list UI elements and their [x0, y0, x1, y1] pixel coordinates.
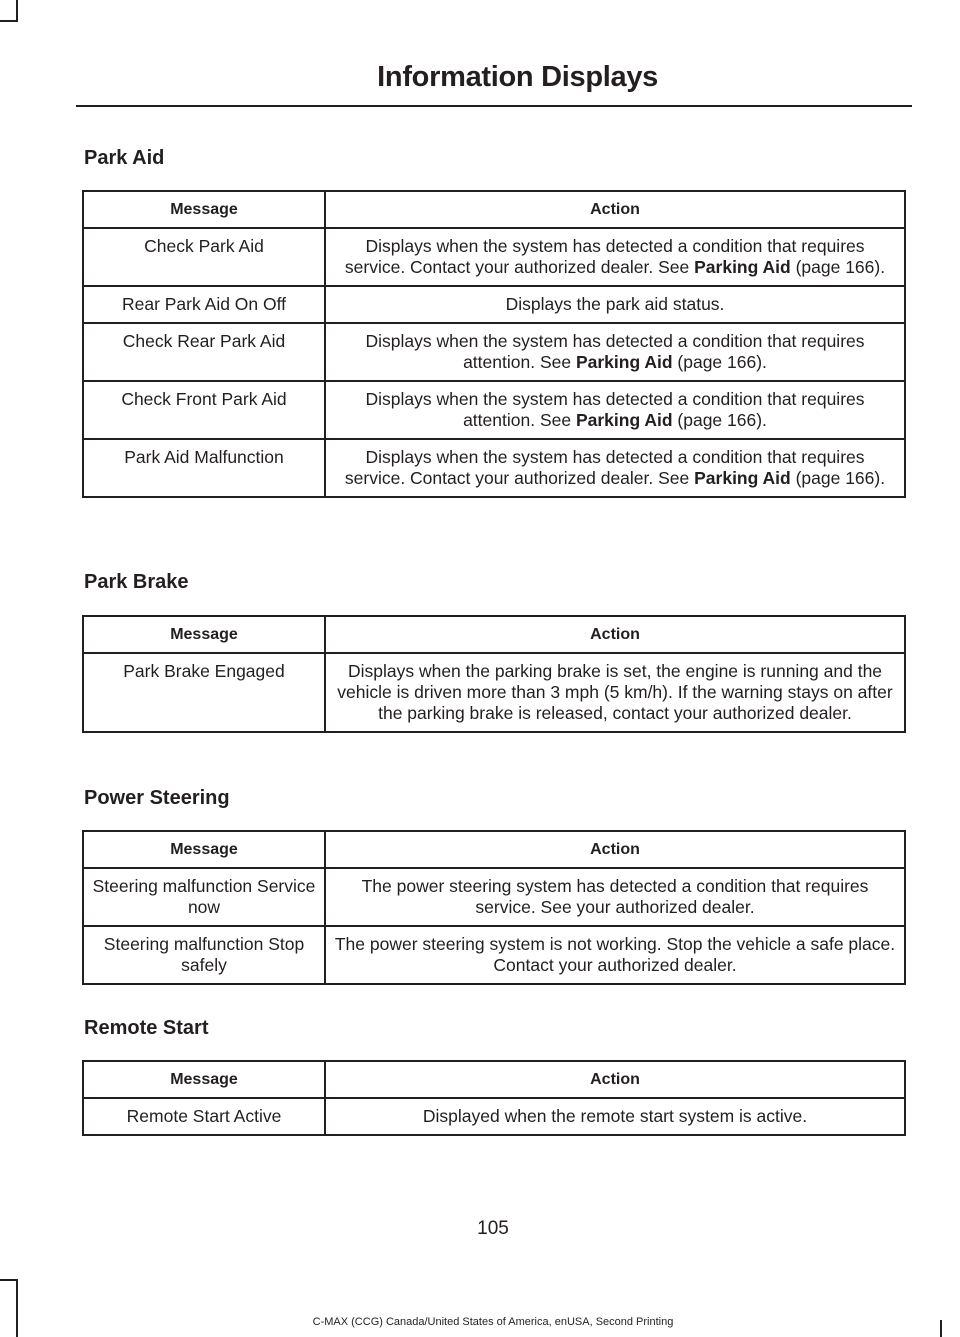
table-header-row: [83, 616, 905, 653]
crop-mark: [16, 1279, 18, 1337]
park-brake-table: [82, 615, 906, 733]
parking-aid-link[interactable]: Parking Aid: [575, 352, 673, 372]
message-cell: Steering malfunction Service now: [83, 868, 325, 926]
message-cell: Park Brake Engaged: [83, 653, 325, 732]
page-title: Information Displays: [377, 61, 658, 93]
action-cell: The power steering system is not working. Stop the vehicle a safe place. Contact your authorized dealer.: [325, 926, 905, 984]
table-row: [83, 868, 905, 926]
table-header-row: [83, 1061, 905, 1098]
column-header-message: Message: [83, 1061, 325, 1098]
column-header-action: Action: [325, 616, 905, 653]
table-row: [83, 286, 905, 323]
parking-aid-link[interactable]: Parking Aid: [575, 410, 673, 430]
table-row: [83, 1098, 905, 1135]
table-row: [83, 228, 905, 286]
page-number: 105: [477, 1218, 509, 1239]
message-cell: Steering malfunction Stop safely: [83, 926, 325, 984]
remote-start-table: [82, 1060, 906, 1136]
message-cell: Check Rear Park Aid: [83, 323, 325, 381]
header-rule: [76, 105, 912, 107]
park-aid-table: [82, 190, 906, 498]
crop-mark: [16, 0, 18, 20]
table-row: [83, 439, 905, 497]
footer-text: C-MAX (CCG) Canada/United States of America, enUSA, Second Printing: [312, 1316, 674, 1328]
crop-mark: [0, 1279, 18, 1281]
table-header-row: [83, 191, 905, 228]
table-header-row: [83, 831, 905, 868]
parking-aid-link[interactable]: Parking Aid: [694, 468, 791, 488]
column-header-message: Message: [83, 616, 325, 653]
message-cell: Check Front Park Aid: [83, 381, 325, 439]
table-row: [83, 323, 905, 381]
parking-aid-link[interactable]: Parking Aid: [694, 257, 791, 277]
message-cell: Park Aid Malfunction: [83, 439, 325, 497]
table-row: [83, 381, 905, 439]
power-steering-table: [82, 830, 906, 985]
action-cell: Displays when the parking brake is set, the engine is running and the vehicle is driven more than 3 mph (5 km/h). If the warning stays on after the parking brake is released, contact your authorized dealer.: [325, 653, 905, 732]
message-cell: Rear Park Aid On Off: [83, 286, 325, 323]
section-title-park-brake: Park Brake: [84, 571, 189, 593]
action-cell: Displays the park aid status.: [325, 286, 905, 323]
column-header-message: Message: [83, 831, 325, 868]
action-cell: Displays when the system has detected a condition that requires attention. See Parking Aid (page 166).: [325, 381, 905, 439]
section-title-power-steering: Power Steering: [84, 787, 230, 809]
action-cell: Displays when the system has detected a condition that requires service. Contact your authorized dealer. See Parking Aid (page 166).: [325, 439, 905, 497]
message-cell: Remote Start Active: [83, 1098, 325, 1135]
table-row: [83, 653, 905, 732]
action-cell: Displayed when the remote start system is active.: [325, 1098, 905, 1135]
table-row: [83, 926, 905, 984]
action-cell: Displays when the system has detected a condition that requires attention. See Parking Aid (page 166).: [325, 323, 905, 381]
column-header-action: Action: [325, 191, 905, 228]
column-header-action: Action: [325, 1061, 905, 1098]
column-header-action: Action: [325, 831, 905, 868]
action-cell: The power steering system has detected a condition that requires service. See your authorized dealer.: [325, 868, 905, 926]
section-title-remote-start: Remote Start: [84, 1017, 209, 1039]
column-header-message: Message: [83, 191, 325, 228]
message-cell: Check Park Aid: [83, 228, 325, 286]
section-title-park-aid: Park Aid: [84, 147, 165, 169]
action-cell: Displays when the system has detected a condition that requires service. Contact your authorized dealer. See Parking Aid (page 166).: [325, 228, 905, 286]
crop-mark: [0, 20, 18, 22]
